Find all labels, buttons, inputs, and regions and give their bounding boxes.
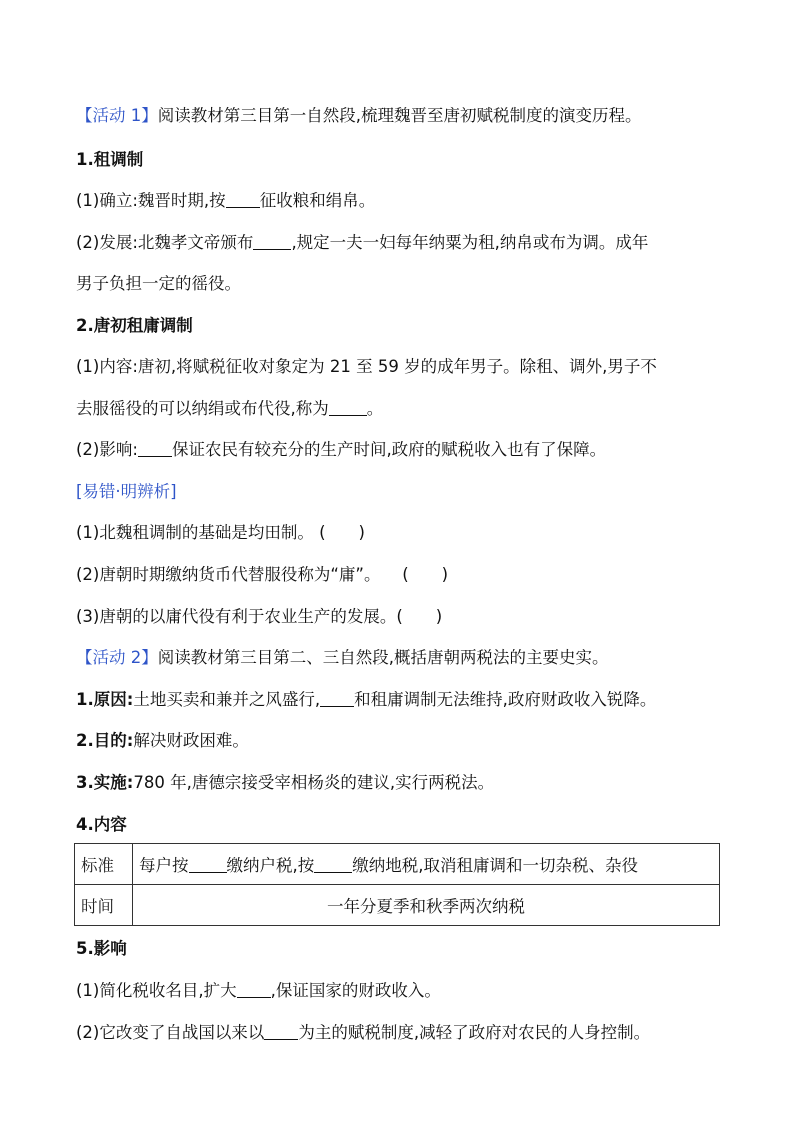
fill-blank	[253, 233, 291, 250]
reason-label: 1.原因:	[76, 690, 134, 709]
effect-item2	[76, 1022, 650, 1044]
zuyongdiao-item1-cont	[76, 398, 383, 420]
zudiao-item1-text-end: 征收粮和绢帛。	[259, 191, 376, 210]
table-label-standard: 标准	[75, 844, 133, 885]
purpose-text: 解决财政困难。	[133, 731, 249, 750]
zudiao-item2-cont: 男子负担一定的徭役。	[76, 274, 241, 293]
effect2-text: (2)它改变了自战国以来以	[76, 1023, 265, 1042]
standard-text: 每户按	[139, 856, 189, 875]
fill-blank	[320, 690, 354, 707]
zudiao-heading: 1.租调制	[76, 150, 144, 169]
table-cell-standard	[133, 844, 720, 885]
yicuo-item-2: (2)唐朝时期缴纳货币代替服役称为“庸”。 ( )	[76, 565, 449, 584]
zudiao-item1-text: (1)确立:魏晋时期,按	[76, 191, 226, 210]
fill-blank	[237, 981, 271, 998]
zuyongdiao-item2-text: (2)影响:	[76, 440, 138, 459]
purpose-label: 2.目的:	[76, 731, 134, 750]
zudiao-item1	[76, 190, 375, 212]
effect-heading: 5.影响	[76, 939, 127, 958]
activity1-tag: 【活动 1】	[76, 106, 158, 125]
activity2-tag: 【活动 2】	[76, 648, 158, 667]
yicuo-item-1: (1)北魏租调制的基础是均田制。 ( )	[76, 523, 365, 542]
reason-text: 土地买卖和兼并之风盛行,	[133, 690, 321, 709]
yicuo-item-3: (3)唐朝的以庸代役有利于农业生产的发展。( )	[76, 607, 443, 626]
zuyongdiao-item1: (1)内容:唐初,将赋税征收对象定为 21 至 59 岁的成年男子。除租、调外,男子不	[76, 357, 657, 376]
implementation-text: 780 年,唐德宗接受宰相杨炎的建议,实行两税法。	[133, 773, 495, 792]
fill-blank	[138, 440, 172, 457]
implementation-label: 3.实施:	[76, 773, 134, 792]
table-label-time: 时间	[75, 885, 133, 926]
fill-blank	[329, 399, 367, 416]
effect2-text-end: 为主的赋税制度,减轻了政府对农民的人身控制。	[298, 1023, 651, 1042]
zudiao-item2-text-end: ,规定一夫一妇每年纳粟为租,纳帛或布为调。成年	[291, 233, 649, 252]
fill-blank	[264, 1023, 298, 1040]
yicuo-heading: [易错·明辨析]	[76, 482, 177, 501]
activity1-line	[76, 105, 642, 127]
activity1-text: 阅读教材第三目第一自然段,梳理魏晋至唐初赋税制度的演变历程。	[157, 106, 642, 125]
effect1-text: (1)简化税收名目,扩大	[76, 981, 237, 1000]
zuyongdiao-item2	[76, 439, 606, 461]
fill-blank	[226, 191, 260, 208]
activity2-text: 阅读教材第三目第二、三自然段,概括唐朝两税法的主要史实。	[157, 648, 609, 667]
table-cell-time: 一年分夏季和秋季两次纳税	[133, 885, 720, 926]
reason-text-end: 和租庸调制无法维持,政府财政收入锐降。	[354, 690, 657, 709]
reason-line	[76, 689, 656, 711]
fill-blank	[314, 856, 352, 873]
zuyongdiao-heading: 2.唐初租庸调制	[76, 316, 193, 335]
zuyongdiao-item2-text-end: 保证农民有较充分的生产时间,政府的赋税收入也有了保障。	[171, 440, 607, 459]
content-heading: 4.内容	[76, 815, 127, 834]
table-row	[75, 885, 720, 926]
zudiao-item2-text: (2)发展:北魏孝文帝颁布	[76, 233, 254, 252]
standard-text-end: 缴纳地税,取消租庸调和一切杂税、杂役	[352, 856, 638, 875]
effect1-text-end: ,保证国家的财政收入。	[270, 981, 441, 1000]
implementation-line	[76, 772, 494, 794]
fill-blank	[189, 856, 227, 873]
purpose-line	[76, 730, 249, 752]
zuyongdiao-item1-text: 去服徭役的可以纳绢或布代役,称为	[76, 399, 329, 418]
zuyongdiao-item1-end: 。	[366, 399, 384, 418]
table-row	[75, 844, 720, 885]
standard-text-mid: 缴纳户税,按	[226, 856, 315, 875]
zudiao-item2	[76, 232, 648, 254]
effect-item1	[76, 980, 441, 1002]
activity2-line	[76, 647, 609, 669]
content-table	[74, 843, 720, 926]
